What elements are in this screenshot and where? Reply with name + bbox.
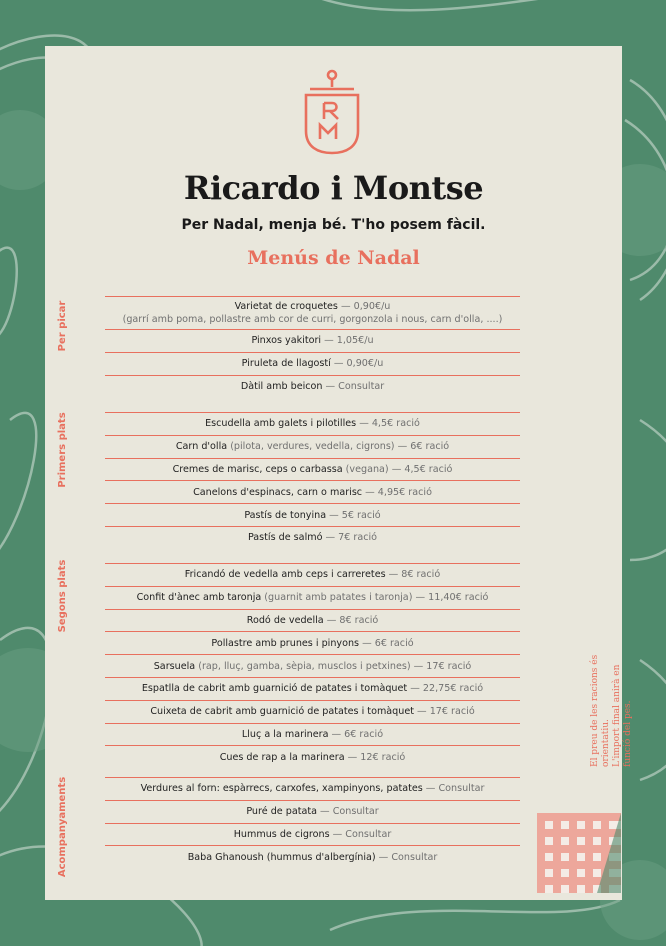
menu-item: Confit d'ànec amb taronja (guarnit amb patates i taronja) — 11,40€ ració [105, 586, 520, 609]
menu-item: Lluç a la marinera — 6€ ració [105, 723, 520, 746]
tagline: Per Nadal, menja bé. T'ho posem fàcil. [181, 217, 486, 233]
menu-item: Pinxos yakitori — 1,05€/u [105, 329, 520, 352]
section-acompanyaments [105, 777, 520, 868]
menu-item: Hummus de cigrons — Consultar [105, 823, 520, 846]
section-label-acompanyaments: Acompanyaments [57, 776, 68, 878]
menu-item: Pastís de salmó — 7€ ració [105, 526, 520, 549]
section-segons-plats [105, 563, 520, 768]
menu-item: Cues de rap a la marinera — 12€ ració [105, 745, 520, 768]
menu-item: Escudella amb galets i pilotilles — 4,5€ ració [105, 412, 520, 435]
menu-item: Cuixeta de cabrit amb guarnició de patates i tomàquet — 17€ ració [105, 700, 520, 723]
section-per-picar [105, 296, 520, 397]
menu-item: Carn d'olla (pilota, verdures, vedella, cigrons) — 6€ ració [105, 435, 520, 458]
menu-card [45, 46, 633, 900]
logo-icon [296, 69, 368, 157]
section-label-segons-plats: Segons plats [57, 559, 68, 633]
gingham-napkin-icon [537, 813, 621, 893]
menu-item: Dàtil amb beicon — Consultar [105, 375, 520, 398]
section-label-per-picar: Per picar [57, 300, 68, 352]
price-disclaimer: El preu de les racions és orientatiu. L'import final anirà en funció del pes. [590, 654, 633, 767]
section-label-primers-plats: Primers plats [57, 412, 68, 488]
menus-heading: Menús de Nadal [247, 247, 420, 269]
menu-item: Baba Ghanoush (hummus d'albergínia) — Consultar [105, 845, 520, 868]
menu-item: Piruleta de llagostí — 0,90€/u [105, 352, 520, 375]
menu-item: Varietat de croquetes — 0,90€/u (garrí amb poma, pollastre amb cor de curri, gorgonzola i nous, carn d'olla, ....) [105, 296, 520, 329]
menu-item: Cremes de marisc, ceps o carbassa (vegana) — 4,5€ ració [105, 458, 520, 481]
menu-item: Fricandó de vedella amb ceps i carreretes — 8€ ració [105, 563, 520, 586]
section-primers-plats [105, 412, 520, 549]
menu-item: Verdures al forn: espàrrecs, carxofes, xampinyons, patates — Consultar [105, 777, 520, 800]
menu-item: Puré de patata — Consultar [105, 800, 520, 823]
menu-item: Pollastre amb prunes i pinyons — 6€ ració [105, 631, 520, 654]
restaurant-name: Ricardo i Montse [183, 169, 484, 207]
menu-item: Sarsuela (rap, lluç, gamba, sèpia, musclos i petxines) — 17€ ració [105, 654, 520, 677]
menu-item: Espatlla de cabrit amb guarnició de patates i tomàquet — 22,75€ ració [105, 677, 520, 700]
menu-item: Canelons d'espinacs, carn o marisc — 4,95€ ració [105, 480, 520, 503]
menu-item: Pastís de tonyina — 5€ ració [105, 503, 520, 526]
menu-item: Rodó de vedella — 8€ ració [105, 609, 520, 632]
